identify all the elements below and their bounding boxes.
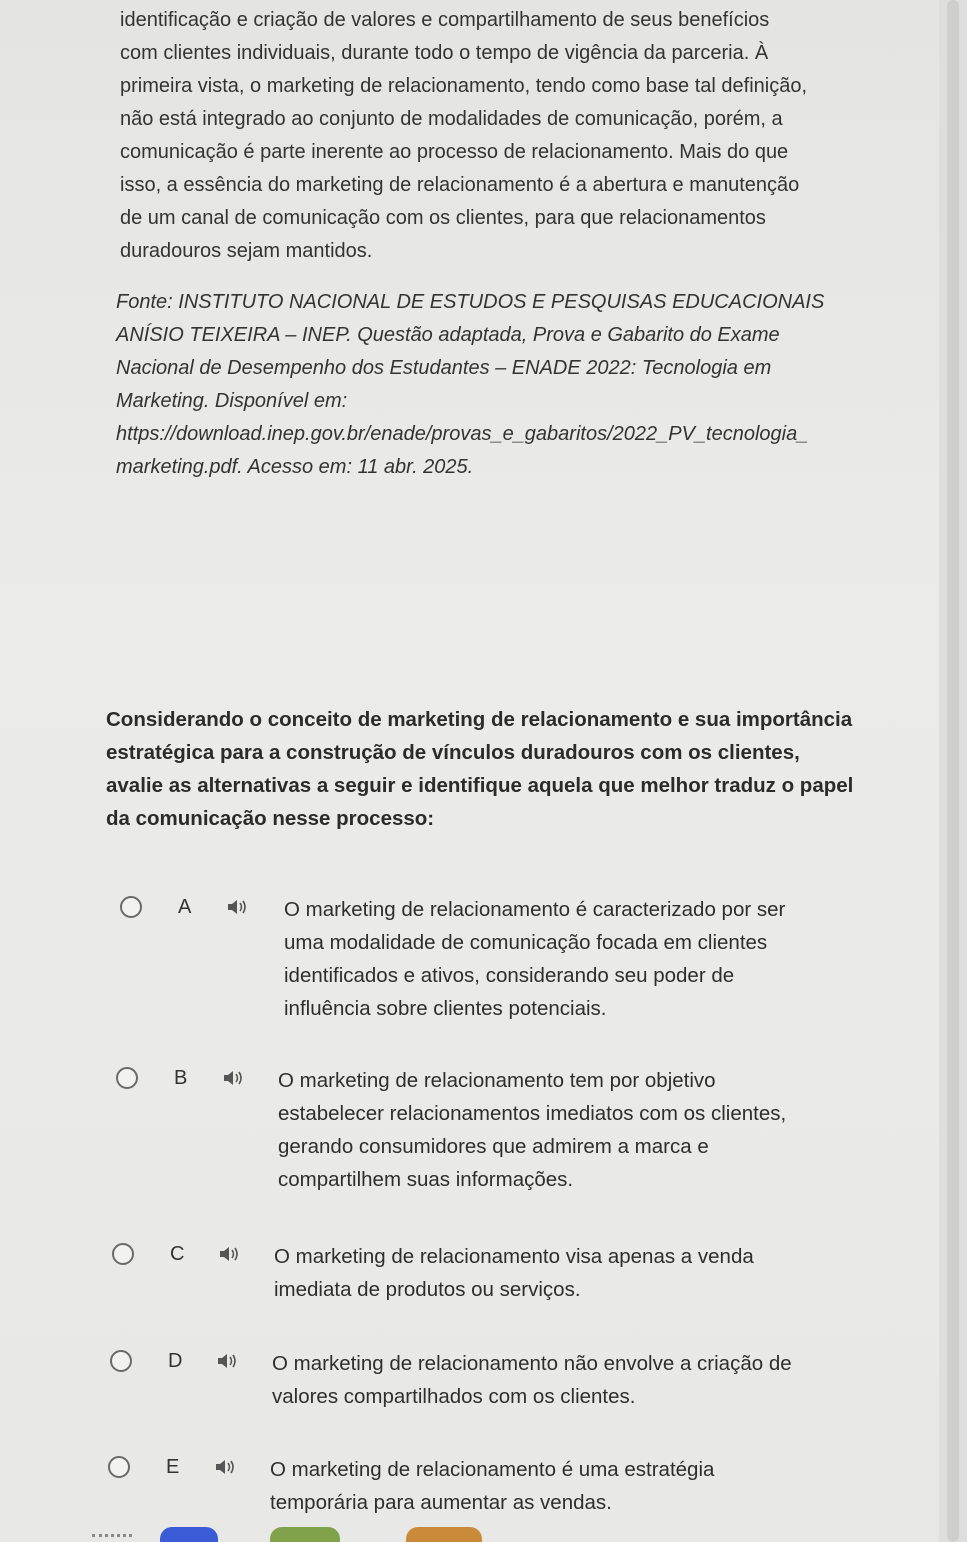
passage-line: de um canal de comunicação com os clientes, para que relacionamentos: [120, 207, 766, 229]
passage-line: isso, a essência do marketing de relacionamento é a abertura e manutenção: [120, 174, 800, 196]
passage-line: duradouros sejam mantidos.: [120, 240, 373, 262]
speaker-icon[interactable]: [226, 897, 248, 917]
question-line: Considerando o conceito de marketing de relacionamento e sua importância: [106, 708, 853, 731]
option-line: valores compartilhados com os clientes.: [272, 1385, 636, 1408]
option-letter: B: [174, 1067, 188, 1089]
option-line: O marketing de relacionamento tem por objetivo: [278, 1069, 716, 1092]
option-line: O marketing de relacionamento é uma estratégia: [270, 1458, 715, 1481]
passage-text: [120, 4, 910, 268]
option-text: [272, 1347, 882, 1413]
source-line: Marketing. Disponível em:: [116, 390, 348, 412]
option-line: identificados e ativos, considerando seu poder de: [284, 964, 735, 987]
radio-button-icon[interactable]: [120, 896, 142, 918]
option-line: influência sobre clientes potenciais.: [284, 997, 607, 1020]
option-line: uma modalidade de comunicação focada em clientes: [284, 931, 768, 954]
option-letter: E: [166, 1456, 180, 1478]
passage-line: não está integrado ao conjunto de modalidades de comunicação, porém, a: [120, 108, 783, 130]
option-line: O marketing de relacionamento não envolve a criação de: [272, 1352, 792, 1375]
question-line: avalie as alternativas a seguir e identifique aquela que melhor traduz o papel: [106, 774, 854, 797]
source-line: ANÍSIO TEIXEIRA – INEP. Questão adaptada, Prova e Gabarito do Exame: [116, 324, 780, 346]
speaker-icon[interactable]: [222, 1068, 244, 1088]
radio-button-icon[interactable]: [116, 1067, 138, 1089]
radio-button-icon[interactable]: [112, 1243, 134, 1265]
toolbar-button-green[interactable]: [270, 1527, 340, 1542]
option-line: compartilhem suas informações.: [278, 1168, 574, 1191]
divider-dots: [92, 1534, 132, 1541]
option-letter: C: [170, 1243, 185, 1265]
toolbar-button-orange[interactable]: [406, 1527, 482, 1542]
source-line: https://download.inep.gov.br/enade/provas_e_gabaritos/2022_PV_tecnologia_: [116, 423, 809, 445]
scrollbar-track[interactable]: [939, 0, 967, 1542]
speaker-icon[interactable]: [214, 1457, 236, 1477]
question-line: da comunicação nesse processo:: [106, 807, 435, 830]
radio-button-icon[interactable]: [110, 1350, 132, 1372]
speaker-icon[interactable]: [218, 1244, 240, 1264]
source-citation: [116, 286, 916, 484]
passage-line: primeira vista, o marketing de relacionamento, tendo como base tal definição,: [120, 75, 808, 97]
passage-line: comunicação é parte inerente ao processo de relacionamento. Mais do que: [120, 141, 789, 163]
source-line: marketing.pdf. Acesso em: 11 abr. 2025.: [116, 456, 474, 478]
option-letter: A: [178, 896, 192, 918]
speaker-icon[interactable]: [216, 1351, 238, 1371]
option-letter: D: [168, 1350, 183, 1372]
passage-line: identificação e criação de valores e compartilhamento de seus benefícios: [120, 9, 770, 31]
option-line: O marketing de relacionamento é caracterizado por ser: [284, 898, 786, 921]
source-line: Fonte: INSTITUTO NACIONAL DE ESTUDOS E PESQUISAS EDUCACIONAIS: [116, 291, 825, 313]
option-line: O marketing de relacionamento visa apenas a venda: [274, 1245, 754, 1268]
option-text: [274, 1240, 884, 1306]
option-line: gerando consumidores que admirem a marca e: [278, 1135, 709, 1158]
bottom-toolbar: [160, 1527, 660, 1542]
question-line: estratégica para a construção de vínculos duradouros com os clientes,: [106, 741, 800, 764]
question-prompt: [106, 703, 926, 835]
scrollbar-thumb[interactable]: [947, 0, 959, 1542]
source-line: Nacional de Desempenho dos Estudantes – ENADE 2022: Tecnologia em: [116, 357, 772, 379]
toolbar-button-blue[interactable]: [160, 1527, 218, 1542]
option-text: [278, 1064, 888, 1196]
option-line: imediata de produtos ou serviços.: [274, 1278, 581, 1301]
option-line: estabelecer relacionamentos imediatos com os clientes,: [278, 1102, 787, 1125]
option-line: temporária para aumentar as vendas.: [270, 1491, 612, 1514]
radio-button-icon[interactable]: [108, 1456, 130, 1478]
passage-line: com clientes individuais, durante todo o tempo de vigência da parceria. À: [120, 42, 769, 64]
option-text: [270, 1453, 880, 1519]
option-text: [284, 893, 894, 1025]
